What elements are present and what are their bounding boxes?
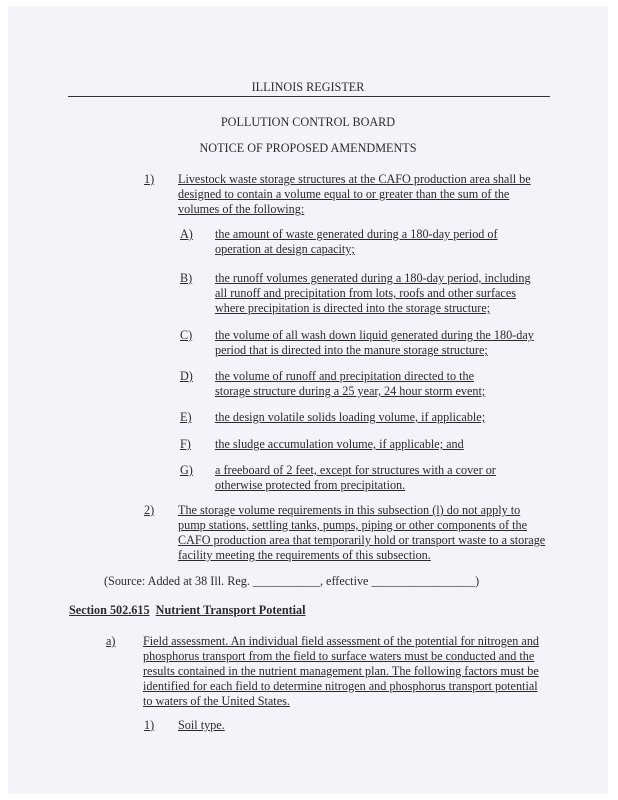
document-page xyxy=(8,6,608,794)
item-text: the amount of waste generated during a 180-day period of operation at design capacity; xyxy=(215,227,498,256)
item-text: the sludge accumulation volume, if applicable; and xyxy=(215,437,464,451)
item-text: Livestock waste storage structures at the CAFO production area shall be designed to contain a volume equal to or greater than the sum of the volumes of the following: xyxy=(178,172,531,216)
item-label: 2) xyxy=(144,503,155,517)
item-text: Soil type. xyxy=(178,718,225,732)
subsection-label: a) xyxy=(106,634,116,648)
subsection-text: Field assessment. An individual field assessment of the potential for nitrogen and phosphorus transport from the field to surface waters must be conducted and the results contained in the nutrient management plan. The following factors must be identified for each field to determine nitrogen and phosphorus transport potential to waters of the United States. xyxy=(143,634,540,708)
item-text: a freeboard of 2 feet, except for structures with a cover or otherwise protected from precipitation. xyxy=(215,463,496,492)
item-text: the volume of runoff and precipitation directed to the storage structure during a 25 year, 24 hour storm event; xyxy=(215,369,486,398)
item-label: A) xyxy=(180,227,193,241)
item-label: E) xyxy=(180,410,192,424)
item-label: C) xyxy=(180,328,193,342)
item-label: G) xyxy=(180,463,193,477)
header-rule xyxy=(68,96,550,97)
section-number: Section 502.615 xyxy=(69,603,150,617)
item-label: B) xyxy=(180,271,193,285)
item-label: 1) xyxy=(144,172,155,186)
source-note: (Source: Added at 38 Ill. Reg. ___________, effective _________________) xyxy=(104,574,480,588)
item-text: The storage volume requirements in this subsection (l) do not apply to pump stations, settling tanks, pumps, piping or other components of the CAFO production area that temporarily hold or transport waste to a storage facility meeting the requirements of this subsection. xyxy=(178,503,546,562)
item-text: the volume of all wash down liquid generated during the 180-day period that is directed into the manure storage structure; xyxy=(215,328,534,357)
item-label: D) xyxy=(180,369,193,383)
board-heading: POLLUTION CONTROL BOARD xyxy=(220,115,396,129)
item-label: 1) xyxy=(144,718,155,732)
item-text: the runoff volumes generated during a 180-day period, including all runoff and precipitation from lots, roofs and other surfaces where precipitation is directed into the storage structure; xyxy=(215,271,531,315)
notice-heading: NOTICE OF PROPOSED AMENDMENTS xyxy=(199,141,417,155)
item-label: F) xyxy=(180,437,191,451)
register-heading: ILLINOIS REGISTER xyxy=(251,80,365,94)
section-heading xyxy=(69,603,306,618)
item-text: the design volatile solids loading volume, if applicable; xyxy=(215,410,486,424)
section-title: Nutrient Transport Potential xyxy=(155,603,306,617)
